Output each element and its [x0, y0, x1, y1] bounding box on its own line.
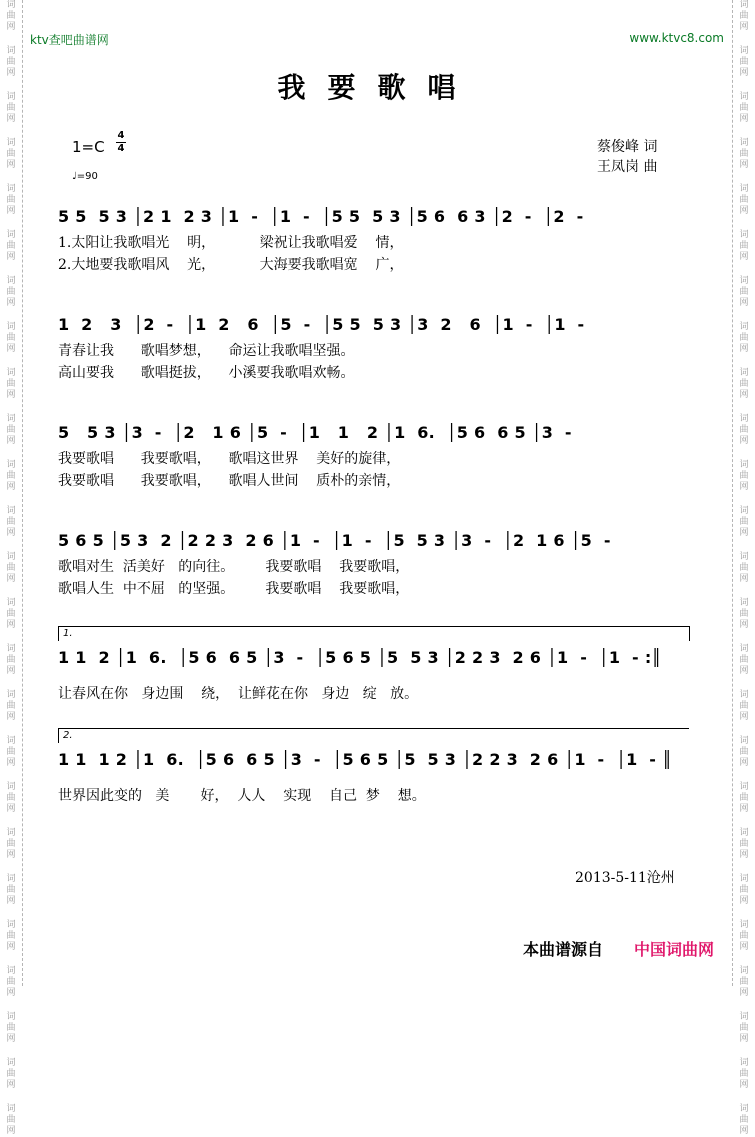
watermark-text: 词 曲 网 — [739, 138, 749, 170]
watermark-text: 词 曲 网 — [6, 874, 16, 906]
watermark-text: 词 曲 网 — [6, 828, 16, 860]
watermark-text: 词 曲 网 — [739, 506, 749, 538]
date-place: 2013-5-11沧州 — [575, 870, 675, 886]
watermark-text: 词 曲 网 — [739, 184, 749, 216]
lyric-verse-1: 歌唱对生 活美好 的向往。 我要歌唱 我要歌唱， — [58, 559, 410, 575]
lyricist: 蔡俊峰 词 — [597, 139, 658, 155]
left-margin-watermark — [0, 0, 23, 1136]
watermark-text: 词 曲 网 — [739, 644, 749, 676]
watermark-text: 词 曲 网 — [6, 736, 16, 768]
watermark-text: 词 曲 网 — [6, 966, 16, 998]
watermark-text: 词 曲 网 — [6, 322, 16, 354]
watermark-text: 词 曲 网 — [739, 322, 749, 354]
lyric-verse-2: 高山要我 歌唱挺拔， 小溪要我歌唱欢畅。 — [58, 365, 355, 381]
watermark-text: 词 曲 网 — [739, 736, 749, 768]
watermark-text: 词 曲 网 — [6, 598, 16, 630]
lyric-verse-2: 2.大地要我歌唱风 光， 大海要我歌唱宽 广， — [58, 257, 404, 273]
watermark-text: 词 曲 网 — [6, 92, 16, 124]
watermark-text: 词 曲 网 — [6, 920, 16, 952]
score-line-1 — [58, 202, 694, 276]
lyric-line: 世界因此变的 美 好， 人人 实现 自己 梦 想。 — [58, 788, 426, 804]
watermark-text: 词 曲 网 — [739, 230, 749, 262]
first-ending-label: 1. — [63, 628, 73, 639]
notation-row: 1 2 3 │2 - │1 2 6 │5 - │5 5 5 3 │3 2 6 │1 - │1 - — [58, 315, 585, 334]
watermark-text: 词 曲 网 — [6, 184, 16, 216]
time-signature — [116, 130, 126, 155]
watermark-text: 词 曲 网 — [6, 46, 16, 78]
watermark-text: 词 曲 网 — [6, 1058, 16, 1090]
watermark-text: 词 曲 网 — [739, 828, 749, 860]
notation-row: 5 6 5 │5 3 2 │2 2 3 2 6 │1 - │1 - │5 5 3 │3 - │2 1 6 │5 - — [58, 531, 611, 550]
composer: 王凤岗 曲 — [597, 159, 658, 175]
watermark-text: 词 曲 网 — [6, 552, 16, 584]
watermark-text: 词 曲 网 — [6, 276, 16, 308]
time-signature-bottom: 4 — [117, 143, 125, 154]
watermark-text: 词 曲 网 — [6, 1012, 16, 1044]
watermark-text: 词 曲 网 — [6, 690, 16, 722]
lyric-verse-2: 我要歌唱 我要歌唱， 歌唱人世间 质朴的亲情， — [58, 473, 401, 489]
watermark-text: 词 曲 网 — [739, 414, 749, 446]
watermark-text: 词 曲 网 — [739, 92, 749, 124]
watermark-text: 词 曲 网 — [6, 138, 16, 170]
score-line-2 — [58, 310, 694, 384]
watermark-text: 词 曲 网 — [6, 460, 16, 492]
watermark-text: 词 曲 网 — [6, 1104, 16, 1136]
watermark-text: 词 曲 网 — [6, 0, 16, 32]
notation-row: 5 5 3 │3 - │2 1 6 │5 - │1 1 2 │1 6. │5 6 6 5 │3 - — [58, 423, 572, 442]
time-signature-top: 4 — [117, 130, 125, 141]
watermark-text: 词 曲 网 — [6, 644, 16, 676]
lyric-line: 让春风在你 身边围 绕， 让鲜花在你 身边 绽 放。 — [58, 686, 419, 702]
song-title: 我要歌唱 — [277, 71, 478, 104]
first-ending-line — [58, 643, 694, 705]
lyric-verse-1: 我要歌唱 我要歌唱， 歌唱这世界 美好的旋律， — [58, 451, 401, 467]
watermark-text: 词 曲 网 — [739, 690, 749, 722]
watermark-text: 词 曲 网 — [739, 920, 749, 952]
watermark-text: 词 曲 网 — [739, 552, 749, 584]
first-ending-bracket — [58, 626, 690, 641]
watermark-text: 词 曲 网 — [739, 598, 749, 630]
tempo-marking: ♩=90 — [72, 171, 98, 182]
watermark-text: 词 曲 网 — [739, 966, 749, 998]
watermark-text: 词 曲 网 — [6, 368, 16, 400]
watermark-text: 词 曲 网 — [6, 230, 16, 262]
source-label: 本曲谱源自 — [523, 940, 604, 959]
watermark-text: 词 曲 网 — [6, 414, 16, 446]
watermark-text: 词 曲 网 — [739, 46, 749, 78]
watermark-text: 词 曲 网 — [739, 0, 749, 32]
watermark-text: 词 曲 网 — [6, 782, 16, 814]
credits — [597, 137, 657, 177]
lyric-verse-2: 歌唱人生 中不屈 的坚强。 我要歌唱 我要歌唱， — [58, 581, 410, 597]
watermark-text: 词 曲 网 — [739, 1058, 749, 1090]
watermark-text: 词 曲 网 — [6, 506, 16, 538]
site-name-left[interactable]: ktv查吧曲谱网 — [30, 33, 109, 47]
watermark-text: 词 曲 网 — [739, 782, 749, 814]
notation-row: 5 5 5 3 │2 1 2 3 │1 - │1 - │5 5 5 3 │5 6 6 3 │2 - │2 - — [58, 207, 584, 226]
right-margin-watermark — [732, 0, 755, 1136]
watermark-text: 词 曲 网 — [739, 460, 749, 492]
second-ending-line — [58, 745, 694, 807]
notation-row: 1 1 2 │1 6. │5 6 6 5 │3 - │5 6 5 │5 5 3 │2 2 3 2 6 │1 - │1 - :║ — [58, 648, 662, 667]
notation-row: 1 1 1 2 │1 6. │5 6 6 5 │3 - │5 6 5 │5 5 3 │2 2 3 2 6 │1 - │1 - ║ — [58, 750, 673, 769]
score-line-4 — [58, 526, 694, 600]
watermark-text: 词 曲 网 — [739, 1104, 749, 1136]
lyric-verse-1: 青春让我 歌唱梦想， 命运让我歌唱坚强。 — [58, 343, 355, 359]
watermark-text: 词 曲 网 — [739, 368, 749, 400]
watermark-text: 词 曲 网 — [739, 276, 749, 308]
lyric-verse-1: 1.太阳让我歌唱光 明， 梁祝让我歌唱爱 情， — [58, 235, 404, 251]
watermark-text: 词 曲 网 — [739, 1012, 749, 1044]
watermark-text: 词 曲 网 — [739, 874, 749, 906]
score-line-3 — [58, 418, 694, 492]
source-site-link[interactable]: 中国词曲网 — [634, 940, 715, 959]
second-ending-bracket — [58, 728, 689, 743]
key-signature: 1=C — [72, 138, 105, 156]
site-url-right[interactable]: www.ktvc8.com — [629, 31, 724, 45]
second-ending-label: 2. — [63, 730, 73, 741]
